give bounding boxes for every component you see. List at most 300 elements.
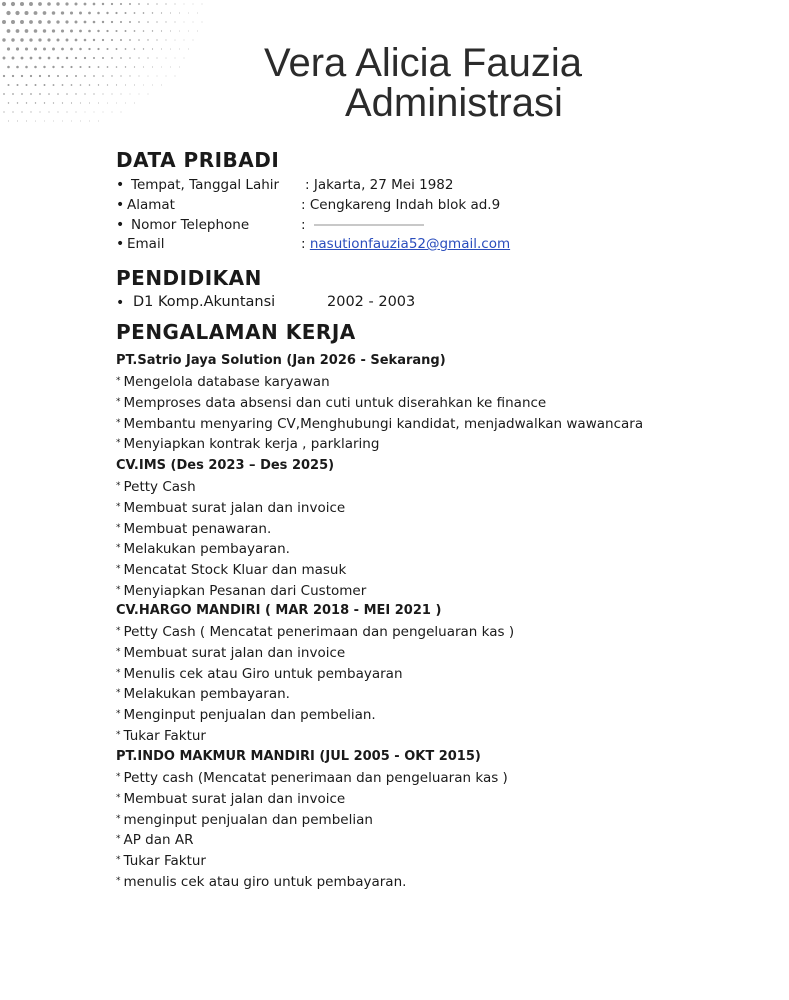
decorative-dot <box>115 30 117 32</box>
decorative-dot <box>165 3 166 4</box>
job-duty-text: Melakukan pembayaran. <box>123 686 290 703</box>
decorative-dot <box>89 66 91 68</box>
decorative-dot <box>138 21 140 23</box>
decorative-dot <box>97 30 99 32</box>
asterisk-bullet-icon: * <box>116 522 121 533</box>
decorative-dot <box>202 22 203 23</box>
decorative-dot <box>166 58 167 59</box>
decorative-dot <box>17 121 18 122</box>
decorative-dot <box>134 103 135 104</box>
decorative-dot <box>30 111 31 112</box>
decorative-dot <box>12 57 15 60</box>
asterisk-bullet-icon: * <box>116 396 121 407</box>
decorative-dot <box>84 57 86 59</box>
decorative-dot <box>30 75 32 77</box>
job-duty-item <box>116 707 376 723</box>
decorative-dot <box>88 12 91 15</box>
decorative-dot <box>111 75 112 76</box>
decorative-dot <box>11 38 14 41</box>
candidate-role: Administrasi <box>345 81 563 125</box>
bullet-icon: • <box>116 295 125 311</box>
job-duty-item <box>116 500 345 516</box>
decorative-dot <box>147 21 149 23</box>
job-duty-text: Petty cash (Mencatat penerimaan dan pengeluaran kas ) <box>123 770 508 786</box>
decorative-dot <box>102 93 103 94</box>
decorative-dot <box>20 38 23 41</box>
decorative-dot <box>166 76 167 77</box>
decorative-dot <box>25 47 28 50</box>
decorative-dot <box>43 48 46 51</box>
decorative-dot <box>39 75 41 77</box>
decorative-dot <box>157 76 158 77</box>
asterisk-bullet-icon: * <box>116 564 121 575</box>
decorative-dot <box>57 111 58 112</box>
decorative-dot <box>125 30 127 32</box>
decorative-dot <box>147 39 148 40</box>
decorative-dot <box>161 48 162 49</box>
decorative-dot <box>98 66 100 68</box>
personal-value-birth: : Jakarta, 27 Mei 1982 <box>305 177 454 193</box>
asterisk-bullet-icon: * <box>116 376 121 386</box>
decorative-dot <box>103 112 104 113</box>
decorative-dot <box>75 57 77 59</box>
decorative-dot <box>147 3 149 5</box>
job-duty-item <box>116 624 514 640</box>
decorative-dot <box>75 75 77 77</box>
bullet-icon: • <box>116 197 125 213</box>
decorative-dot <box>47 38 50 41</box>
decorative-dot <box>75 21 78 24</box>
personal-label-email: Email <box>127 236 165 252</box>
bullet-icon: • <box>116 236 125 252</box>
decorative-dot <box>179 49 180 50</box>
job-duty-item <box>116 436 379 452</box>
decorative-dot <box>84 3 87 6</box>
job-duty-text: menginput penjualan dan pembelian <box>123 811 373 828</box>
asterisk-bullet-icon: * <box>116 481 121 491</box>
decorative-dot <box>188 13 189 14</box>
decorative-dot <box>120 21 122 23</box>
decorative-dot <box>202 4 203 5</box>
asterisk-bullet-icon: * <box>116 646 121 657</box>
decorative-dot <box>20 2 24 6</box>
decorative-dot <box>21 93 23 95</box>
decorative-dot <box>29 20 33 24</box>
decorative-dot <box>93 21 96 24</box>
decorative-dot <box>11 2 15 6</box>
decorative-dot-pattern <box>0 0 230 150</box>
candidate-name: Vera Alicia Fauzia <box>264 41 582 85</box>
decorative-dot <box>188 31 189 32</box>
asterisk-bullet-icon: * <box>116 772 121 782</box>
decorative-dot <box>197 31 198 32</box>
decorative-dot <box>89 84 91 86</box>
education-entry: D1 Komp.Akuntansi <box>133 294 276 310</box>
decorative-dot <box>129 21 131 23</box>
asterisk-bullet-icon: * <box>116 585 121 595</box>
decorative-dot <box>29 2 33 6</box>
decorative-dot <box>80 102 81 103</box>
decorative-dot <box>47 20 51 24</box>
decorative-dot <box>161 12 162 13</box>
decorative-dot <box>102 39 104 41</box>
decorative-dot <box>106 48 108 50</box>
decorative-dot <box>93 39 95 41</box>
decorative-dot <box>53 121 54 122</box>
decorative-dot <box>94 112 95 113</box>
decorative-dot <box>115 12 117 14</box>
decorative-dot <box>35 102 36 103</box>
decorative-dot <box>143 12 145 14</box>
personal-value-phone: : <box>301 217 424 233</box>
decorative-dot <box>88 48 90 50</box>
decorative-dot <box>129 57 131 59</box>
decorative-dot <box>52 48 55 51</box>
personal-label-phone: Nomor Telephone <box>131 217 250 233</box>
job-duty-text: Membuat surat jalan dan invoice <box>123 644 346 661</box>
asterisk-bullet-icon: * <box>116 543 121 554</box>
asterisk-bullet-icon: * <box>116 667 121 678</box>
job-duty-text: Tukar Faktur <box>123 853 206 870</box>
decorative-dot <box>52 29 55 32</box>
decorative-dot <box>116 66 118 68</box>
decorative-dot <box>134 30 136 32</box>
decorative-dot <box>67 112 68 113</box>
decorative-dot <box>193 22 194 23</box>
job-duty-text: Mencatat Stock Kluar dan masuk <box>123 562 347 579</box>
decorative-dot <box>61 29 64 32</box>
decorative-dot <box>56 2 59 5</box>
job-duty-item <box>116 645 345 661</box>
decorative-dot <box>39 93 41 95</box>
decorative-dot <box>16 84 18 86</box>
job-duty-text: Tukar Faktur <box>123 728 206 744</box>
job-duty-item <box>116 832 193 848</box>
section-heading-experience: PENGALAMAN KERJA <box>116 320 356 344</box>
asterisk-bullet-icon: * <box>116 688 121 699</box>
decorative-dot <box>17 102 18 103</box>
decorative-dot <box>6 11 10 15</box>
decorative-dot <box>38 20 42 24</box>
decorative-dot <box>97 12 100 15</box>
decorative-dot <box>156 3 157 4</box>
decorative-dot <box>66 57 68 59</box>
decorative-dot <box>61 11 64 14</box>
decorative-dot <box>102 75 104 77</box>
decorative-dot <box>120 75 121 76</box>
decorative-dot <box>8 102 9 103</box>
decorative-dot <box>79 12 82 15</box>
decorative-dot <box>80 84 82 86</box>
job-duty-item <box>116 562 346 578</box>
decorative-dot <box>71 121 72 122</box>
decorative-dot <box>120 3 122 5</box>
decorative-dot <box>98 103 99 104</box>
decorative-dot <box>26 102 27 103</box>
decorative-dot <box>121 112 122 113</box>
personal-value-email: : nasutionfauzia52@gmail.com <box>301 236 511 252</box>
decorative-dot <box>35 84 37 86</box>
decorative-dot <box>139 94 140 95</box>
decorative-dot <box>34 47 37 50</box>
decorative-dot <box>125 103 126 104</box>
decorative-dot <box>157 58 158 59</box>
decorative-dot <box>138 75 139 76</box>
job-company: PT.Satrio Jaya Solution (Jan 2026 - Sekarang) <box>116 353 446 368</box>
job-duty-item <box>116 541 290 557</box>
personal-value-address: : Cengkareng Indah blok ad.9 <box>301 197 501 213</box>
decorative-dot <box>152 67 153 68</box>
decorative-dot <box>175 22 176 23</box>
job-duty-item <box>116 686 290 702</box>
decorative-dot <box>161 85 162 86</box>
asterisk-bullet-icon: * <box>116 626 121 636</box>
decorative-dot <box>102 57 104 59</box>
decorative-dot <box>152 12 153 13</box>
decorative-dot <box>156 39 157 40</box>
decorative-dot <box>48 93 50 95</box>
decorative-dot <box>61 48 64 51</box>
decorative-dot <box>7 84 9 86</box>
bullet-icon: • <box>116 217 125 233</box>
personal-label-address: Alamat <box>127 197 175 213</box>
decorative-dot <box>120 57 122 59</box>
decorative-dot <box>57 75 59 77</box>
decorative-dot <box>98 121 99 122</box>
decorative-dot <box>175 58 176 59</box>
decorative-dot <box>75 93 76 94</box>
personal-label-birth: Tempat, Tanggal Lahir <box>131 177 280 193</box>
decorative-dot <box>61 66 63 68</box>
decorative-dot <box>184 22 185 23</box>
decorative-dot <box>175 4 176 5</box>
job-duty-item <box>116 874 406 890</box>
decorative-dot <box>38 38 41 41</box>
decorative-dot <box>84 39 87 42</box>
decorative-dot <box>106 30 108 32</box>
decorative-dot <box>97 48 99 50</box>
decorative-dot <box>16 66 19 69</box>
job-company: CV.HARGO MANDIRI ( MAR 2018 - MEI 2021 ) <box>116 603 442 618</box>
decorative-dot <box>3 75 5 77</box>
education-years: 2002 - 2003 <box>327 294 416 310</box>
decorative-dot <box>8 121 9 122</box>
decorative-dot <box>152 48 153 49</box>
job-duty-text: Mengelola database karyawan <box>123 374 330 390</box>
decorative-dot <box>65 2 68 5</box>
decorative-dot <box>44 84 46 86</box>
decorative-dot <box>129 39 131 41</box>
decorative-dot <box>3 93 5 95</box>
decorative-dot <box>15 11 19 15</box>
decorative-dot <box>76 112 77 113</box>
decorative-dot <box>193 40 194 41</box>
decorative-dot <box>170 12 171 13</box>
decorative-dot <box>21 111 22 112</box>
decorative-dot <box>16 47 19 50</box>
decorative-dot <box>88 30 91 33</box>
decorative-dot <box>148 76 149 77</box>
decorative-dot <box>25 66 28 69</box>
decorative-dot <box>2 2 6 6</box>
decorative-dot <box>70 48 73 51</box>
decorative-dot <box>48 75 50 77</box>
job-duty-item <box>116 395 546 411</box>
asterisk-bullet-icon: * <box>116 834 121 845</box>
decorative-dot <box>52 11 56 15</box>
asterisk-bullet-icon: * <box>116 813 121 824</box>
section-heading-education: PENDIDIKAN <box>116 266 262 290</box>
decorative-dot <box>43 29 46 32</box>
job-duty-text: AP dan AR <box>123 832 194 849</box>
decorative-dot <box>56 38 59 41</box>
decorative-dot <box>102 21 104 23</box>
decorative-dot <box>70 66 72 68</box>
job-duty-text: Melakukan pembayaran. <box>123 541 290 558</box>
decorative-dot <box>84 75 86 77</box>
decorative-dot <box>21 75 23 77</box>
decorative-dot <box>30 93 32 95</box>
job-duty-item <box>116 521 271 537</box>
decorative-dot <box>165 39 166 40</box>
decorative-dot <box>130 94 131 95</box>
job-duty-text: Petty Cash <box>123 479 196 495</box>
decorative-dot <box>143 85 144 86</box>
decorative-dot <box>138 39 140 41</box>
decorative-dot <box>75 39 78 42</box>
job-duty-item <box>116 666 403 682</box>
decorative-dot <box>35 121 36 122</box>
decorative-dot <box>80 121 81 122</box>
decorative-dot <box>12 93 14 95</box>
decorative-dot <box>20 20 24 24</box>
decorative-dot <box>124 12 126 14</box>
decorative-dot <box>179 31 180 32</box>
decorative-dot <box>43 11 47 15</box>
decorative-dot <box>175 76 176 77</box>
decorative-dot <box>179 67 180 68</box>
decorative-dot <box>134 48 136 50</box>
job-duty-text: Membuat surat jalan dan invoice <box>123 499 346 516</box>
job-duty-text: menulis cek atau giro untuk pembayaran. <box>123 874 407 890</box>
decorative-dot <box>89 121 90 122</box>
decorative-dot <box>30 57 33 60</box>
job-duty-item <box>116 728 206 744</box>
decorative-dot <box>107 66 109 68</box>
decorative-dot <box>34 11 38 15</box>
asterisk-bullet-icon: * <box>116 876 121 886</box>
decorative-dot <box>79 48 82 51</box>
decorative-dot <box>134 85 135 86</box>
job-duty-text: Petty Cash ( Mencatat penerimaan dan pengeluaran kas ) <box>123 624 515 640</box>
decorative-dot <box>116 103 117 104</box>
job-duty-item <box>116 479 196 495</box>
decorative-dot <box>57 57 60 60</box>
decorative-dot <box>43 66 45 68</box>
job-company: CV.IMS (Des 2023 – Des 2025) <box>116 458 335 473</box>
decorative-dot <box>93 75 95 77</box>
decorative-dot <box>71 84 73 86</box>
decorative-dot <box>66 75 68 77</box>
job-duty-text: Menulis cek atau Giro untuk pembayaran <box>123 665 403 682</box>
decorative-dot <box>129 75 130 76</box>
decorative-dot <box>170 49 171 50</box>
decorative-dot <box>184 40 185 41</box>
decorative-dot <box>143 48 144 49</box>
decorative-dot <box>84 21 87 24</box>
decorative-dot <box>193 4 194 5</box>
job-duty-item <box>116 812 373 828</box>
decorative-dot <box>134 12 136 14</box>
decorative-dot <box>2 20 6 24</box>
decorative-dot <box>48 57 51 60</box>
decorative-dot <box>70 11 73 14</box>
decorative-dot <box>106 12 108 14</box>
decorative-dot <box>102 3 104 5</box>
decorative-dot <box>38 2 42 6</box>
job-duty-text: Membantu menyaring CV,Menghubungi kandidat, menjadwalkan wawancara <box>123 415 644 432</box>
job-duty-text: Memproses data absensi dan cuti untuk diserahkan ke finance <box>123 394 547 411</box>
decorative-dot <box>7 47 10 50</box>
decorative-dot <box>170 30 171 31</box>
decorative-dot <box>2 38 5 41</box>
decorative-dot <box>111 21 113 23</box>
email-link[interactable]: nasutionfauzia52@gmail.com <box>309 236 511 252</box>
job-duty-item <box>116 583 366 599</box>
decorative-dot <box>85 112 86 113</box>
decorative-dot <box>47 2 51 6</box>
decorative-dot <box>53 84 55 86</box>
decorative-dot <box>39 57 42 60</box>
asterisk-bullet-icon: * <box>116 501 121 512</box>
job-company: PT.INDO MAKMUR MANDIRI (JUL 2005 - OKT 2015) <box>116 749 481 764</box>
decorative-dot <box>148 94 149 95</box>
decorative-dot <box>48 111 49 112</box>
decorative-dot <box>79 30 82 33</box>
asterisk-bullet-icon: * <box>116 792 121 803</box>
decorative-dot <box>26 121 27 122</box>
decorative-dot <box>98 84 99 85</box>
decorative-dot <box>165 21 166 22</box>
decorative-dot <box>152 30 153 31</box>
job-duty-text: Menginput penjualan dan pembelian. <box>123 707 376 724</box>
decorative-dot <box>34 66 37 69</box>
decorative-dot <box>120 39 122 41</box>
decorative-dot <box>111 3 113 5</box>
decorative-dot <box>39 111 40 112</box>
job-duty-text: Menyiapkan Pesanan dari Customer <box>123 583 367 599</box>
decorative-dot <box>52 66 54 68</box>
asterisk-bullet-icon: * <box>116 438 121 449</box>
decorative-dot <box>89 102 90 103</box>
decorative-dot <box>84 93 85 94</box>
redacted-phone <box>314 224 424 226</box>
decorative-dot <box>93 3 96 6</box>
decorative-dot <box>121 94 122 95</box>
decorative-dot <box>143 30 145 32</box>
asterisk-bullet-icon: * <box>116 417 121 428</box>
bullet-icon: • <box>116 177 125 193</box>
decorative-dot <box>111 57 113 59</box>
decorative-dot <box>74 2 77 5</box>
decorative-dot <box>175 40 176 41</box>
decorative-dot <box>116 84 117 85</box>
decorative-dot <box>184 58 185 59</box>
decorative-dot <box>107 103 108 104</box>
decorative-dot <box>111 93 112 94</box>
decorative-dot <box>44 102 45 103</box>
decorative-dot <box>24 11 28 15</box>
